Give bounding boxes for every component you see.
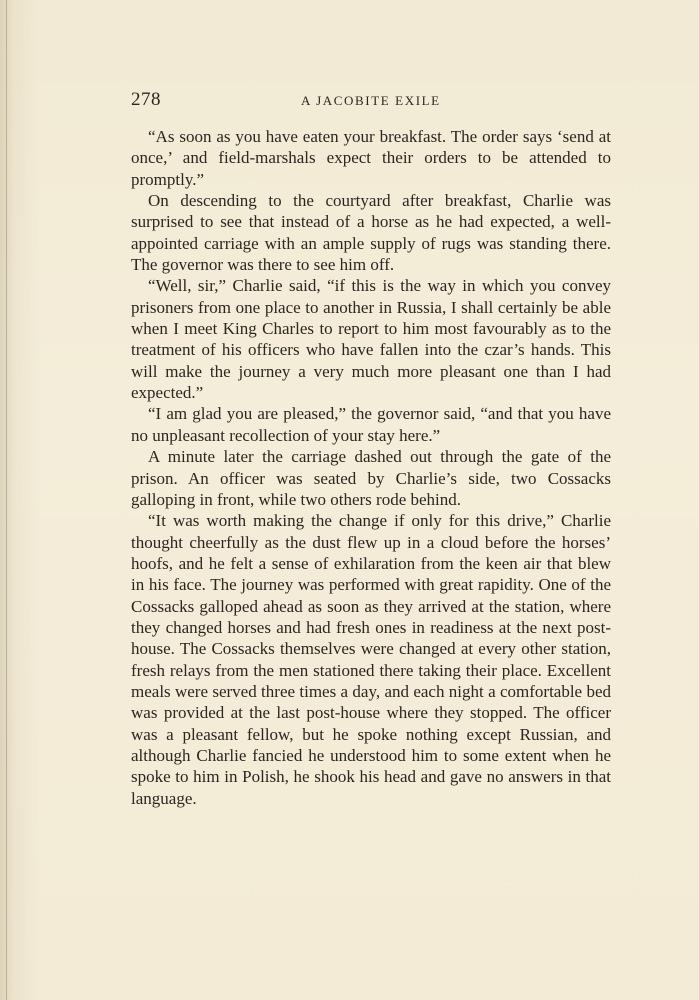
- paragraph: “It was worth making the change if only for this drive,” Charlie thought cheerfully as the dust flew up in a cloud before the horses’ hoofs, and he felt a sense of exhilaration from the keen air that blew in his face. The journey was performed with great rapidity. One of the Cossacks galloped ahead as soon as they arrived at the station, where they changed horses and had fresh ones in readiness at the next post-house. The Cossacks themselves were changed at every other station, fresh relays from the men stationed there taking their place. Excellent meals were served three times a day, and each night a comfortable bed was provided at the last post-house where they stopped. The officer was a pleasant fellow, but he spoke nothing except Russian, and although Charlie fancied he understood him to some extent when he spoke to him in Polish, he shook his head and gave no answers in that language.: [131, 511, 611, 808]
- paragraph: “As soon as you have eaten your breakfast. The order says ‘send at once,’ and field-marshals expect their orders to be attended to promptly.”: [131, 127, 611, 189]
- running-title: A JACOBITE EXILE: [301, 93, 441, 108]
- body-text: [131, 126, 611, 809]
- paragraph: “I am glad you are pleased,” the governor said, “and that you have no unpleasant recollection of your stay here.”: [131, 404, 611, 445]
- page-gutter-edge: [6, 0, 7, 1000]
- paragraph: “Well, sir,” Charlie said, “if this is the way in which you convey prisoners from one place to another in Russia, I shall certainly be able when I meet King Charles to report to him most favourably as to the treatment of his officers who have fallen into the czar’s hands. This will make the journey a very much more pleasant one than I had expected.”: [131, 276, 611, 403]
- running-head: [131, 89, 611, 115]
- paragraph: On descending to the courtyard after breakfast, Charlie was surprised to see that instead of a horse as he had expected, a well-appointed carriage with an ample supply of rugs was standing there. The governor was there to see him off.: [131, 191, 611, 275]
- paragraph: A minute later the carriage dashed out through the gate of the prison. An officer was seated by Charlie’s side, two Cossacks galloping in front, while two others rode behind.: [131, 447, 611, 509]
- page-number: 278: [131, 89, 161, 110]
